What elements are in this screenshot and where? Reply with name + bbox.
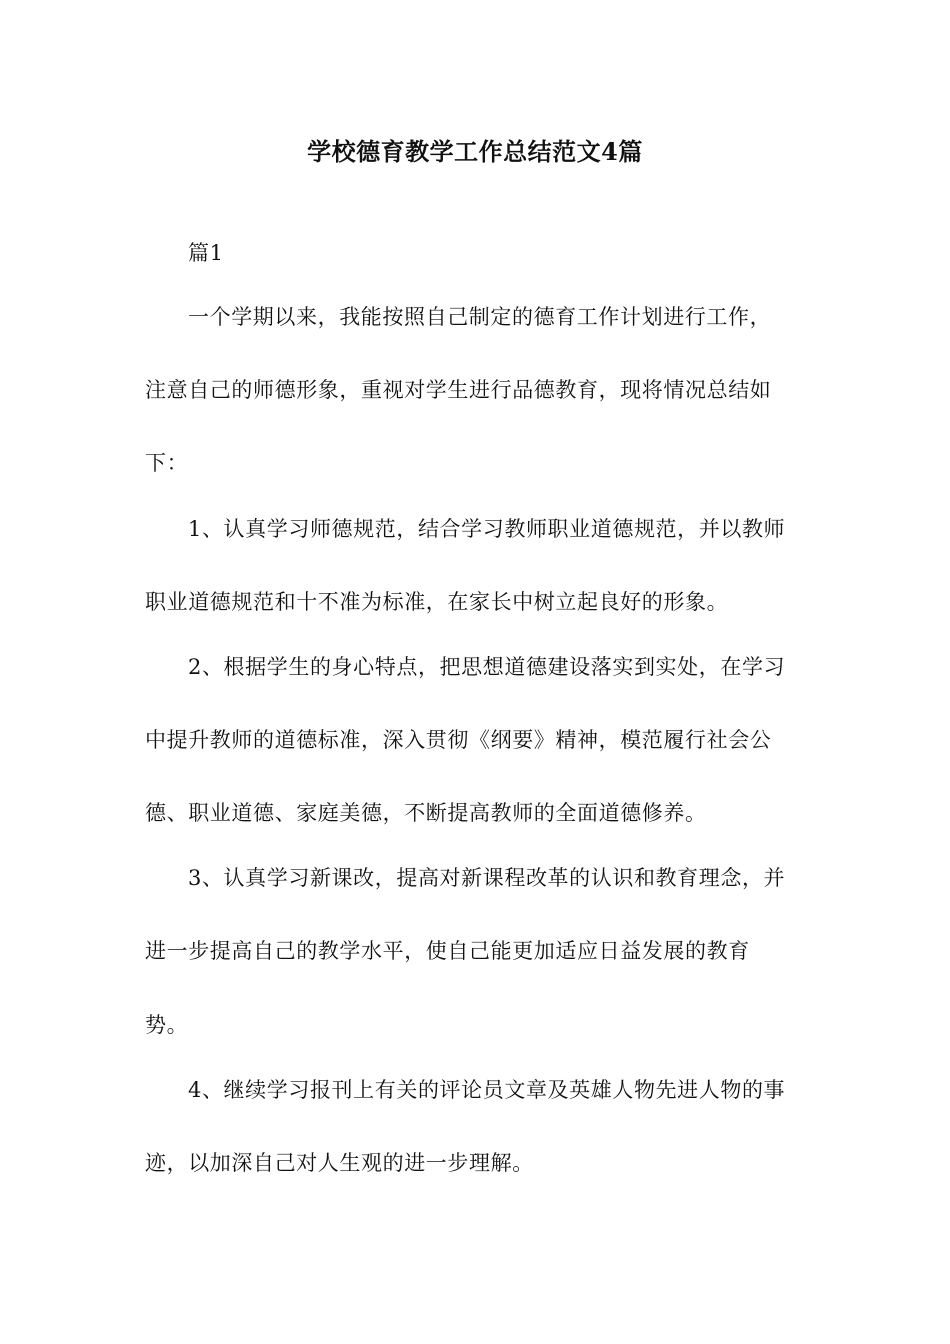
document-title: 学校德育教学工作总结范文4篇 [307, 137, 643, 166]
paragraph-line: 职业道德规范和十不准为标准，在家长中树立起良好的形象。 [145, 590, 729, 614]
paragraph-line: 3、认真学习新课改，提高对新课程改革的认识和教育理念，并 [188, 866, 786, 890]
paragraph-line: 中提升教师的道德标准，深入贯彻《纲要》精神，模范履行社会公 [145, 728, 772, 752]
paragraph-line: 进一步提高自己的教学水平，使自己能更加适应日益发展的教育 [145, 939, 750, 963]
paragraph-line: 德、职业道德、家庭美德，不断提高教师的全面道德修养。 [145, 801, 707, 825]
paragraph-line: 一个学期以来，我能按照自己制定的德育工作计划进行工作， [188, 305, 772, 329]
paragraph-line: 1、认真学习师德规范，结合学习教师职业道德规范，并以教师 [188, 517, 786, 541]
paragraph-line: 2、根据学生的身心特点，把思想道德建设落实到实处，在学习 [188, 655, 786, 679]
paragraph-line: 4、继续学习报刊上有关的评论员文章及英雄人物先进人物的事 [188, 1078, 786, 1102]
section-heading: 篇1 [188, 241, 224, 265]
paragraph-line: 势。 [145, 1013, 189, 1037]
paragraph-line: 下： [145, 451, 189, 475]
paragraph-line: 迹，以加深自己对人生观的进一步理解。 [145, 1151, 534, 1175]
paragraph-line: 注意自己的师德形象，重视对学生进行品德教育，现将情况总结如 [145, 378, 772, 402]
